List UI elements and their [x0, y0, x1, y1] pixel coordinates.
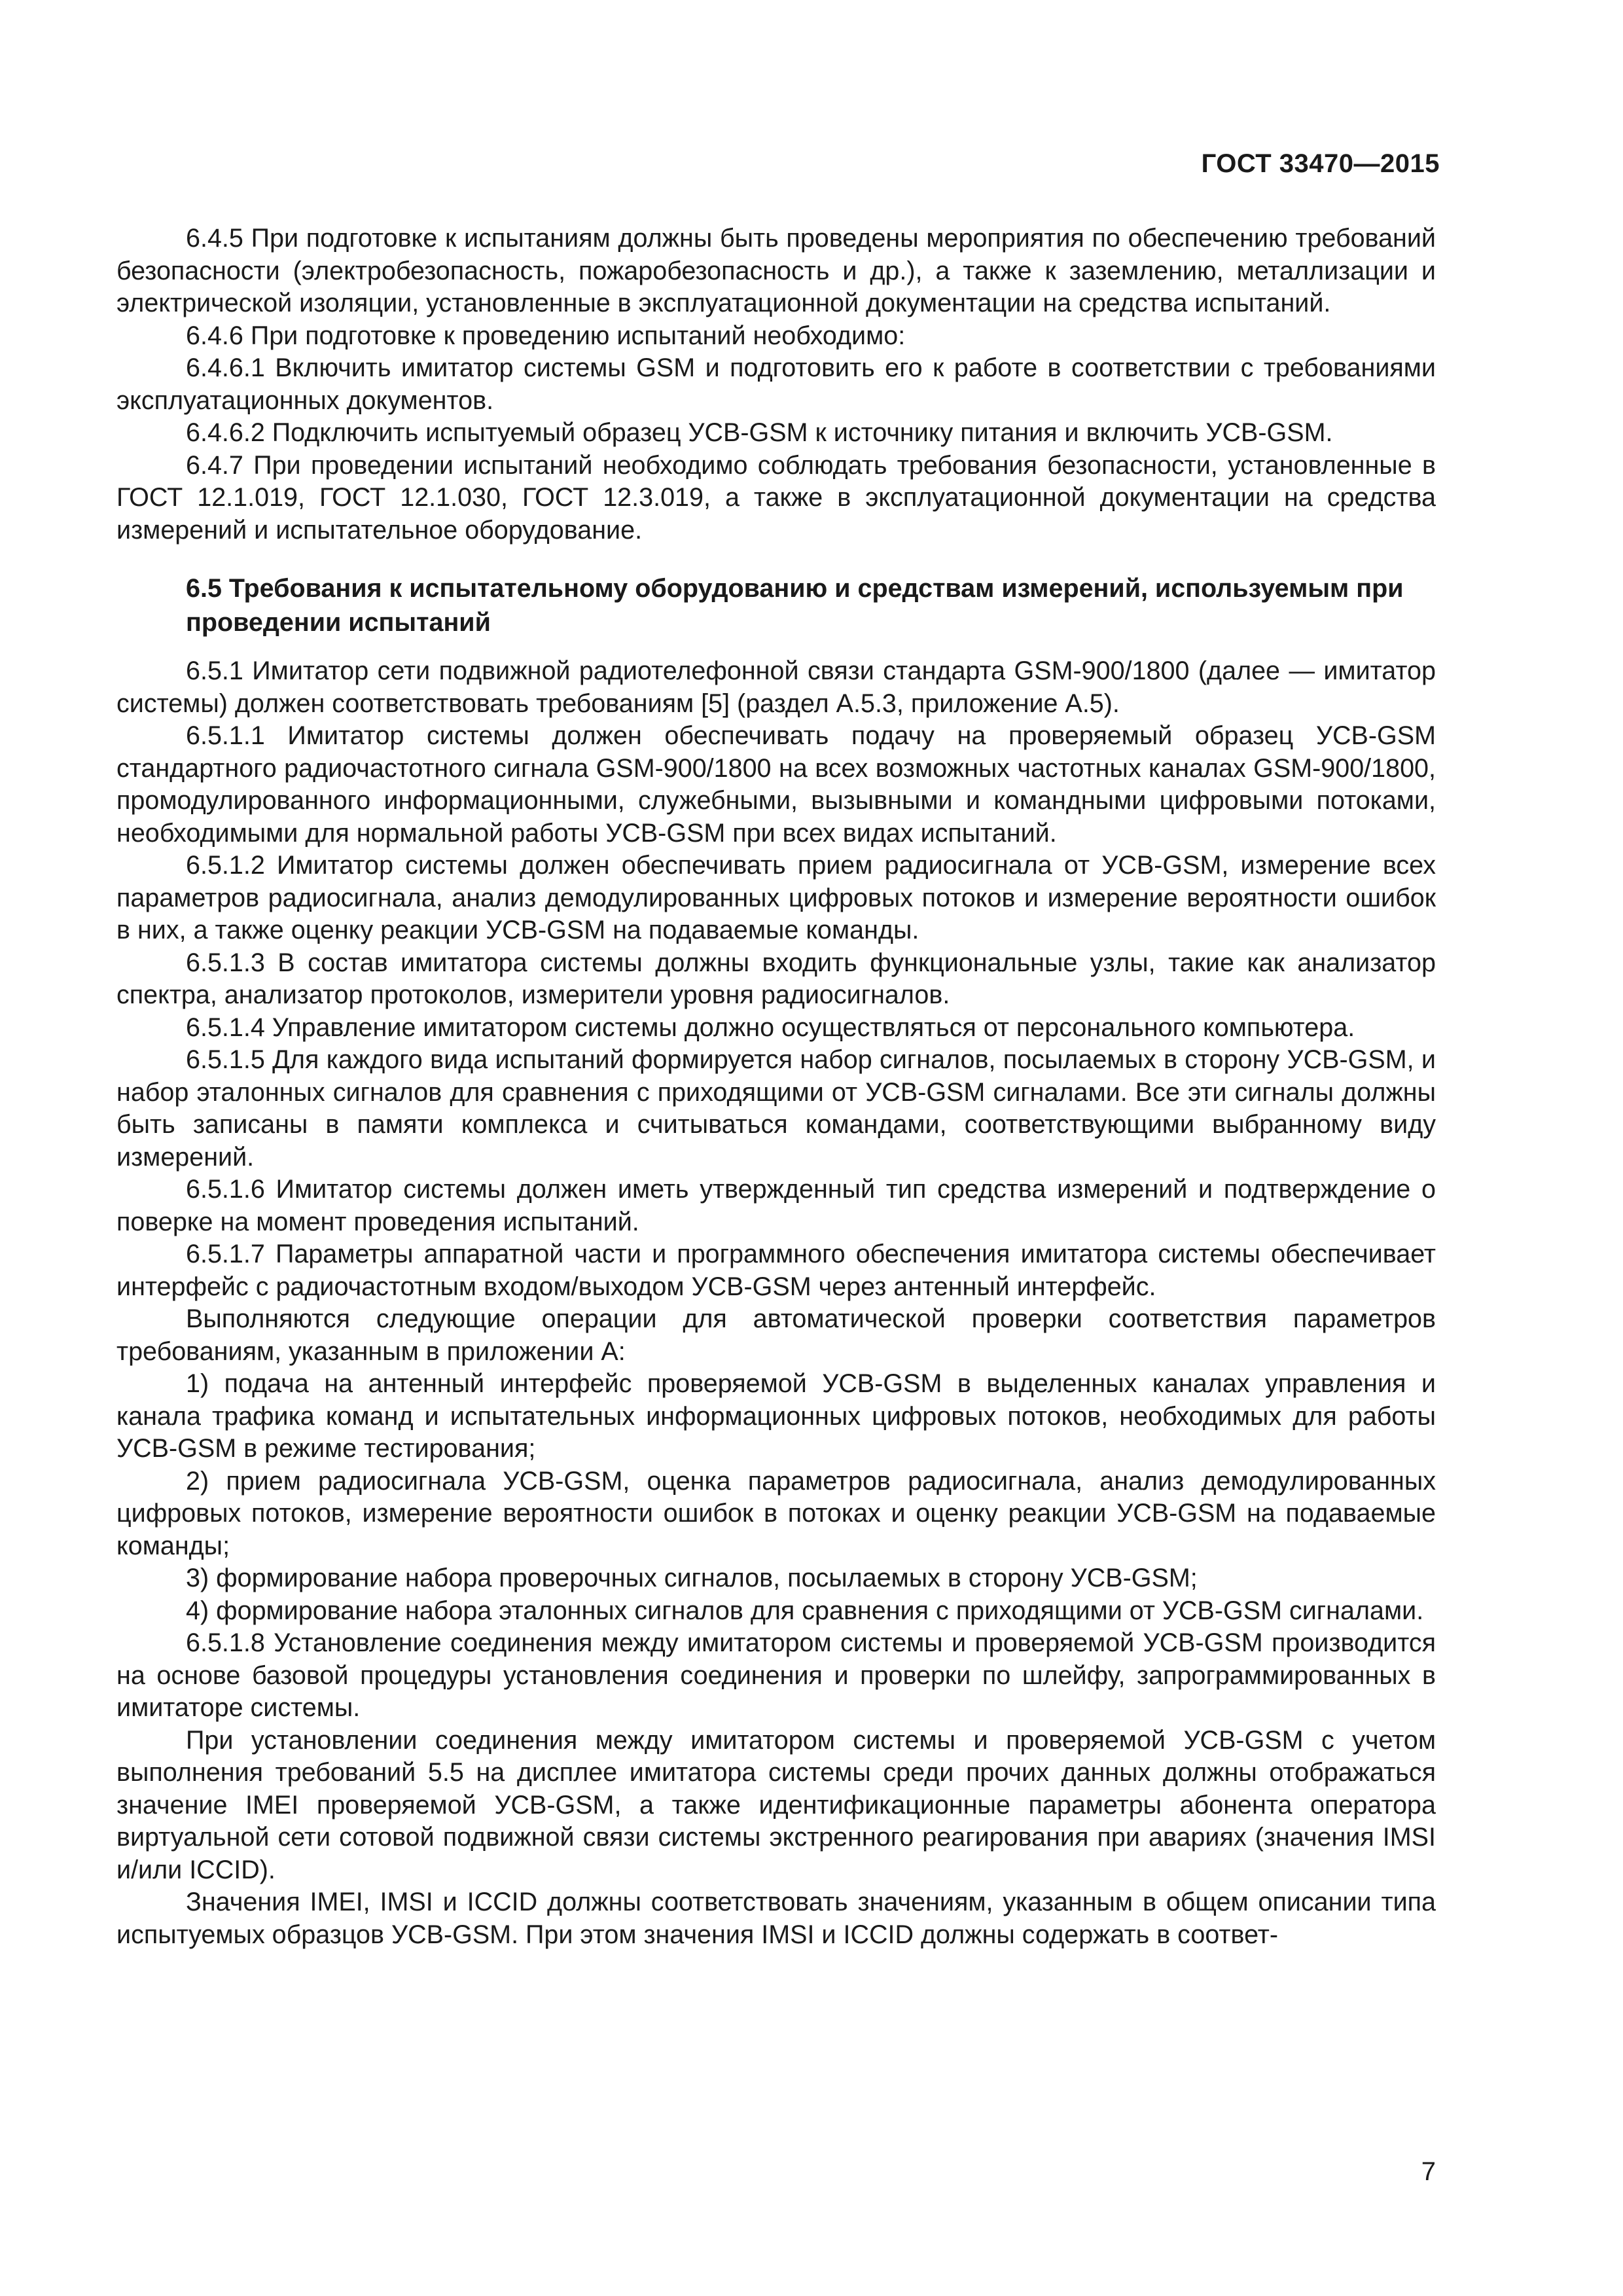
paragraph: Значения IMEI, IMSI и ICCID должны соответствовать значениям, указанным в общем описании типа испытуемых образцов УСВ-GSM. При этом значения IMSI и ICCID должны содержать в соответ-	[116, 1888, 1436, 1949]
document-header: ГОСТ 33470—2015	[1201, 149, 1440, 178]
list-item: 2) прием радиосигнала УСВ-GSM, оценка параметров радиосигнала, анализ демодулированных цифровых потоков, измерение вероятности ошибок в потоках и оценку реакции УСВ-GSM на подаваемые команды;	[116, 1466, 1436, 1560]
paragraph: 6.5.1.6 Имитатор системы должен иметь утвержденный тип средства измерений и подтверждение о поверке на момент проведения испытаний.	[116, 1175, 1436, 1236]
section-heading: 6.5 Требования к испытательному оборудованию и средствам измерений, используемым при проведении испытаний	[186, 574, 1404, 637]
paragraph: Выполняются следующие операции для автоматической проверки соответствия параметров требованиям, указанным в приложении А:	[116, 1304, 1436, 1366]
paragraph: 6.4.5 При подготовке к испытаниям должны быть проведены мероприятия по обеспечению требований безопасности (электробезопасность, пожаробезопасность и др.), а также к заземлению, металлизации и электрической изоляции, установленные в эксплуатационной документации на средства испытаний.	[116, 224, 1436, 317]
paragraph: 6.5.1.7 Параметры аппаратной части и программного обеспечения имитатора системы обеспечивает интерфейс с радиочастотным входом/выходом УСВ-GSM через антенный интерфейс.	[116, 1240, 1436, 1301]
list-item: 4) формирование набора эталонных сигналов для сравнения с приходящими от УСВ-GSM сигналами.	[186, 1596, 1424, 1625]
paragraph: 6.5.1.2 Имитатор системы должен обеспечивать прием радиосигнала от УСВ-GSM, измерение всех параметров радиосигнала, анализ демодулированных цифровых потоков и измерение вероятности ошибок в них, а также оценку реакции УСВ-GSM на подаваемые команды.	[116, 851, 1436, 944]
paragraph: 6.5.1.1 Имитатор системы должен обеспечивать подачу на проверяемый образец УСВ-GSM стандартного радиочастотного сигнала GSM-900/1800 на всех возможных частотных каналах GSM-900/1800, промодулированного информационными, служебными, вызывными и командными цифровыми потоками, необходимыми для нормальной работы УСВ-GSM при всех видах испытаний.	[116, 721, 1436, 848]
paragraph: 6.4.6 При подготовке к проведению испытаний необходимо:	[186, 321, 906, 350]
document-body	[116, 223, 1436, 1951]
paragraph: 6.5.1.4 Управление имитатором системы должно осуществляться от персонального компьютера.	[186, 1013, 1355, 1042]
paragraph: 6.5.1.8 Установление соединения между имитатором системы и проверяемой УСВ-GSM производится на основе базовой процедуры установления соединения и проверки по шлейфу, запрограммированных в имитаторе системы.	[116, 1628, 1436, 1722]
paragraph: При установлении соединения между имитатором системы и проверяемой УСВ-GSM с учетом выполнения требований 5.5 на дисплее имитатора системы среди прочих данных должны отображаться значение IMEI проверяемой УСВ-GSM, а также идентификационные параметры абонента оператора виртуальной сети сотовой подвижной связи системы экстренного реагирования при авариях (значения IMSI и/или ICCID).	[116, 1725, 1436, 1884]
paragraph: 6.5.1 Имитатор сети подвижной радиотелефонной связи стандарта GSM-900/1800 (далее — имитатор системы) должен соответствовать требованиям [5] (раздел А.5.3, приложение А.5).	[116, 656, 1436, 718]
paragraph: 6.5.1.5 Для каждого вида испытаний формируется набор сигналов, посылаемых в сторону УСВ-GSM, и набор эталонных сигналов для сравнения с приходящими от УСВ-GSM сигналами. Все эти сигналы должны быть записаны в памяти комплекса и считываться командами, соответствующими выбранному виду измерений.	[116, 1045, 1436, 1172]
list-item: 1) подача на антенный интерфейс проверяемой УСВ-GSM в выделенных каналах управления и канала трафика команд и испытательных информационных цифровых потоков, необходимых для работы УСВ-GSM в режиме тестирования;	[116, 1369, 1436, 1463]
paragraph: 6.4.6.2 Подключить испытуемый образец УСВ-GSM к источнику питания и включить УСВ-GSM.	[186, 418, 1333, 447]
list-item: 3) формирование набора проверочных сигналов, посылаемых в сторону УСВ-GSM;	[186, 1564, 1198, 1592]
paragraph: 6.5.1.3 В состав имитатора системы должны входить функциональные узлы, такие как анализатор спектра, анализатор протоколов, измерители уровня радиосигналов.	[116, 948, 1436, 1009]
page-number: 7	[1421, 2157, 1436, 2186]
paragraph: 6.4.6.1 Включить имитатор системы GSM и подготовить его к работе в соответствии с требованиями эксплуатационных документов.	[116, 353, 1436, 415]
paragraph: 6.4.7 При проведении испытаний необходимо соблюдать требования безопасности, установленные в ГОСТ 12.1.019, ГОСТ 12.1.030, ГОСТ 12.3.019, а также в эксплуатационной документации на средства измерений и испытательное оборудование.	[116, 450, 1436, 545]
